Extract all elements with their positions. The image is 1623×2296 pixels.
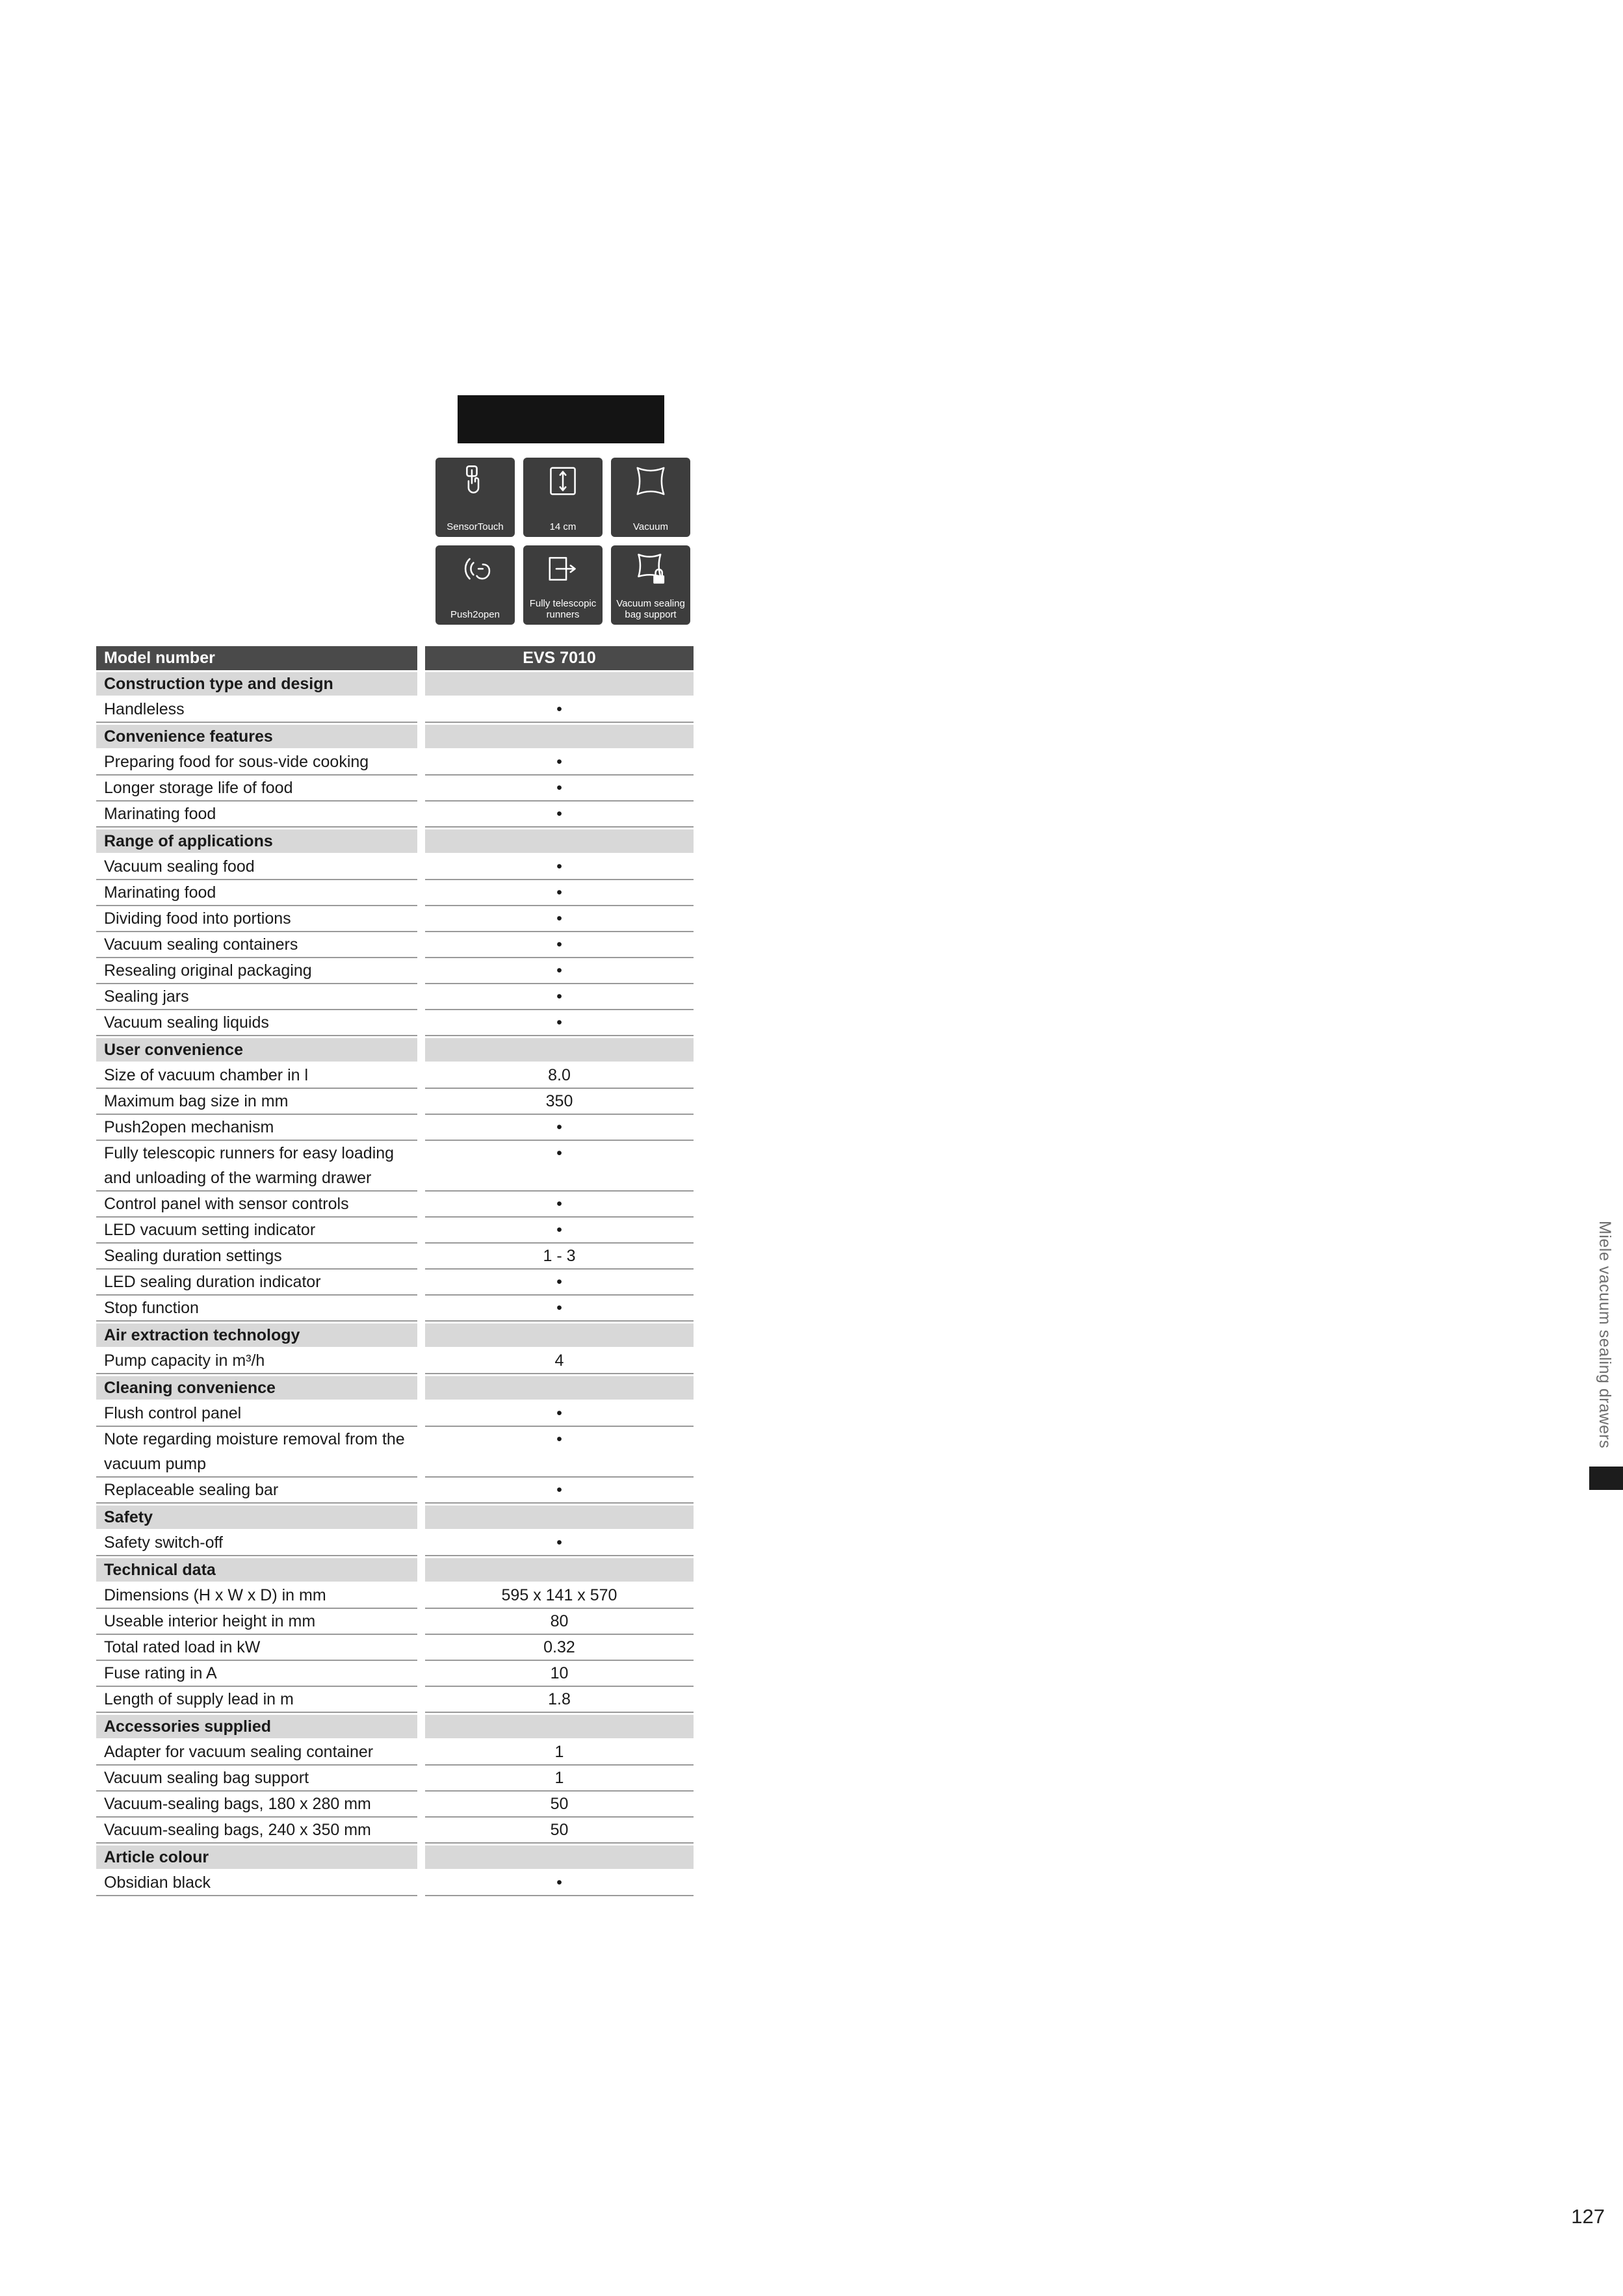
spec-label: Push2open mechanism: [96, 1115, 417, 1141]
spec-value: [425, 1715, 694, 1738]
spec-value: 1: [425, 1766, 694, 1792]
spec-label: Vacuum sealing liquids: [96, 1010, 417, 1036]
spec-row: [96, 1583, 694, 1609]
spec-value: 1 - 3: [425, 1244, 694, 1270]
spec-row: [96, 1635, 694, 1661]
badge-label: Vacuum sealing bag support: [616, 598, 685, 620]
section-title: Air extraction technology: [96, 1324, 417, 1347]
spec-value: •: [425, 1010, 694, 1036]
section-row: [96, 1715, 694, 1738]
spec-label: Longer storage life of food: [96, 776, 417, 802]
model-number-header: Model number: [96, 646, 417, 670]
spec-row: [96, 1063, 694, 1089]
spec-label: Vacuum-sealing bags, 240 x 350 mm: [96, 1818, 417, 1844]
section-row: [96, 672, 694, 696]
spec-value: •: [425, 854, 694, 880]
spec-row: [96, 1401, 694, 1427]
spec-value: •: [425, 1870, 694, 1896]
section-row: [96, 1324, 694, 1347]
spec-label: Dividing food into portions: [96, 906, 417, 932]
badge-label: Vacuum: [633, 521, 668, 532]
telescopic-runners-icon: [545, 551, 580, 586]
spec-label: Length of supply lead in m: [96, 1687, 417, 1713]
spec-label: Size of vacuum chamber in l: [96, 1063, 417, 1089]
sensor-touch-icon: [458, 463, 493, 499]
feature-badges: [435, 458, 690, 625]
spec-value: •: [425, 802, 694, 828]
section-row: [96, 829, 694, 853]
spec-value: •: [425, 880, 694, 906]
spec-row: [96, 1818, 694, 1844]
spec-value: •: [425, 750, 694, 776]
spec-label: Flush control panel: [96, 1401, 417, 1427]
section-title: Convenience features: [96, 725, 417, 748]
spec-value: 8.0: [425, 1063, 694, 1089]
spec-label: Marinating food: [96, 880, 417, 906]
spec-value: •: [425, 1218, 694, 1244]
spec-label: Marinating food: [96, 802, 417, 828]
spec-row: [96, 1089, 694, 1115]
spec-row: [96, 1687, 694, 1713]
spec-value: •: [425, 1478, 694, 1504]
badge-vacuum: [611, 458, 690, 537]
spec-label: Replaceable sealing bar: [96, 1478, 417, 1504]
spec-value: [425, 1846, 694, 1869]
spec-row: [96, 1609, 694, 1635]
spec-row: [96, 1427, 694, 1478]
spec-label: Fuse rating in A: [96, 1661, 417, 1687]
bag-support-icon: [633, 551, 668, 586]
spec-row: [96, 1192, 694, 1218]
spec-row: [96, 776, 694, 802]
spec-row: [96, 697, 694, 723]
section-row: [96, 1038, 694, 1062]
spec-row: [96, 1244, 694, 1270]
spec-label: Adapter for vacuum sealing container: [96, 1740, 417, 1766]
spec-label: Vacuum sealing bag support: [96, 1766, 417, 1792]
badge-bag-support: [611, 545, 690, 625]
spec-value: •: [425, 1296, 694, 1322]
spec-value: 10: [425, 1661, 694, 1687]
badge-sensortouch: [435, 458, 515, 537]
spec-row: [96, 906, 694, 932]
spec-row: [96, 1296, 694, 1322]
section-title: Cleaning convenience: [96, 1376, 417, 1400]
section-title: Technical data: [96, 1558, 417, 1582]
spec-row: [96, 958, 694, 984]
spec-value: 0.32: [425, 1635, 694, 1661]
spec-value: •: [425, 1401, 694, 1427]
spec-row: [96, 1766, 694, 1792]
spec-value: [425, 725, 694, 748]
spec-label: Control panel with sensor controls: [96, 1192, 417, 1218]
spec-table: [96, 646, 694, 1896]
spec-value: [425, 1376, 694, 1400]
chapter-tab: [1589, 1467, 1623, 1490]
spec-value: [425, 1558, 694, 1582]
spec-row: [96, 1792, 694, 1818]
spec-label: Fully telescopic runners for easy loading and unloading of the warming drawer: [96, 1141, 417, 1192]
spec-row: [96, 1348, 694, 1374]
page-edge-label: Miele vacuum sealing drawers: [1596, 1221, 1614, 1449]
spec-value: [425, 1324, 694, 1347]
spec-value: •: [425, 697, 694, 723]
spec-row: [96, 1870, 694, 1896]
spec-label: Pump capacity in m³/h: [96, 1348, 417, 1374]
spec-label: Vacuum-sealing bags, 180 x 280 mm: [96, 1792, 417, 1818]
badge-label: Fully telescopic runners: [529, 598, 597, 620]
spec-row: [96, 1141, 694, 1192]
spec-table-body: [96, 672, 694, 1896]
spec-row: [96, 1115, 694, 1141]
spec-label: Vacuum sealing food: [96, 854, 417, 880]
spec-value: 1.8: [425, 1687, 694, 1713]
section-title: Accessories supplied: [96, 1715, 417, 1738]
spec-row: [96, 1218, 694, 1244]
spec-row: [96, 1740, 694, 1766]
section-row: [96, 725, 694, 748]
table-header-row: [96, 646, 694, 670]
spec-value: •: [425, 932, 694, 958]
spec-label: Sealing jars: [96, 984, 417, 1010]
section-row: [96, 1376, 694, 1400]
spec-label: Useable interior height in mm: [96, 1609, 417, 1635]
badge-label: 14 cm: [549, 521, 577, 532]
product-image: [458, 395, 664, 443]
spec-value: •: [425, 984, 694, 1010]
section-title: User convenience: [96, 1038, 417, 1062]
spec-row: [96, 750, 694, 776]
page-number: 127: [1571, 2205, 1605, 2228]
section-title: Construction type and design: [96, 672, 417, 696]
spec-row: [96, 1661, 694, 1687]
section-row: [96, 1846, 694, 1869]
spec-value: •: [425, 958, 694, 984]
spec-label: LED sealing duration indicator: [96, 1270, 417, 1296]
spec-value: •: [425, 776, 694, 802]
spec-value: [425, 829, 694, 853]
spec-value: •: [425, 1192, 694, 1218]
spec-value: [425, 672, 694, 696]
spec-label: Total rated load in kW: [96, 1635, 417, 1661]
spec-label: LED vacuum setting indicator: [96, 1218, 417, 1244]
spec-value: 350: [425, 1089, 694, 1115]
spec-value: 50: [425, 1818, 694, 1844]
spec-label: Vacuum sealing containers: [96, 932, 417, 958]
spec-label: Safety switch-off: [96, 1530, 417, 1556]
badge-telescopic-runners: [523, 545, 603, 625]
spec-label: Note regarding moisture removal from the vacuum pump: [96, 1427, 417, 1478]
section-row: [96, 1558, 694, 1582]
spec-label: Dimensions (H x W x D) in mm: [96, 1583, 417, 1609]
model-value-header: EVS 7010: [425, 646, 694, 670]
spec-value: •: [425, 1141, 694, 1192]
spec-row: [96, 1530, 694, 1556]
badge-14cm: [523, 458, 603, 537]
spec-label: Maximum bag size in mm: [96, 1089, 417, 1115]
spec-value: •: [425, 1270, 694, 1296]
section-row: [96, 1506, 694, 1529]
spec-value: •: [425, 1427, 694, 1478]
section-title: Article colour: [96, 1846, 417, 1869]
vacuum-icon: [633, 463, 668, 499]
spec-row: [96, 880, 694, 906]
spec-value: •: [425, 906, 694, 932]
spec-value: 80: [425, 1609, 694, 1635]
spec-label: Stop function: [96, 1296, 417, 1322]
spec-label: Sealing duration settings: [96, 1244, 417, 1270]
spec-value: 50: [425, 1792, 694, 1818]
section-title: Range of applications: [96, 829, 417, 853]
push2open-icon: [458, 551, 493, 586]
spec-label: Preparing food for sous-vide cooking: [96, 750, 417, 776]
badge-label: Push2open: [450, 609, 500, 620]
spec-value: [425, 1038, 694, 1062]
section-title: Safety: [96, 1506, 417, 1529]
spec-value: 595 x 141 x 570: [425, 1583, 694, 1609]
spec-row: [96, 932, 694, 958]
spec-value: •: [425, 1530, 694, 1556]
spec-value: 1: [425, 1740, 694, 1766]
spec-value: •: [425, 1115, 694, 1141]
spec-label: Resealing original packaging: [96, 958, 417, 984]
spec-row: [96, 1478, 694, 1504]
spec-value: 4: [425, 1348, 694, 1374]
spec-value: [425, 1506, 694, 1529]
spec-row: [96, 854, 694, 880]
spec-row: [96, 1270, 694, 1296]
spec-label: Handleless: [96, 697, 417, 723]
spec-row: [96, 1010, 694, 1036]
badge-push2open: [435, 545, 515, 625]
spec-row: [96, 802, 694, 828]
spec-row: [96, 984, 694, 1010]
spec-label: Obsidian black: [96, 1870, 417, 1896]
badge-label: SensorTouch: [447, 521, 504, 532]
height-14cm-icon: [545, 463, 580, 499]
